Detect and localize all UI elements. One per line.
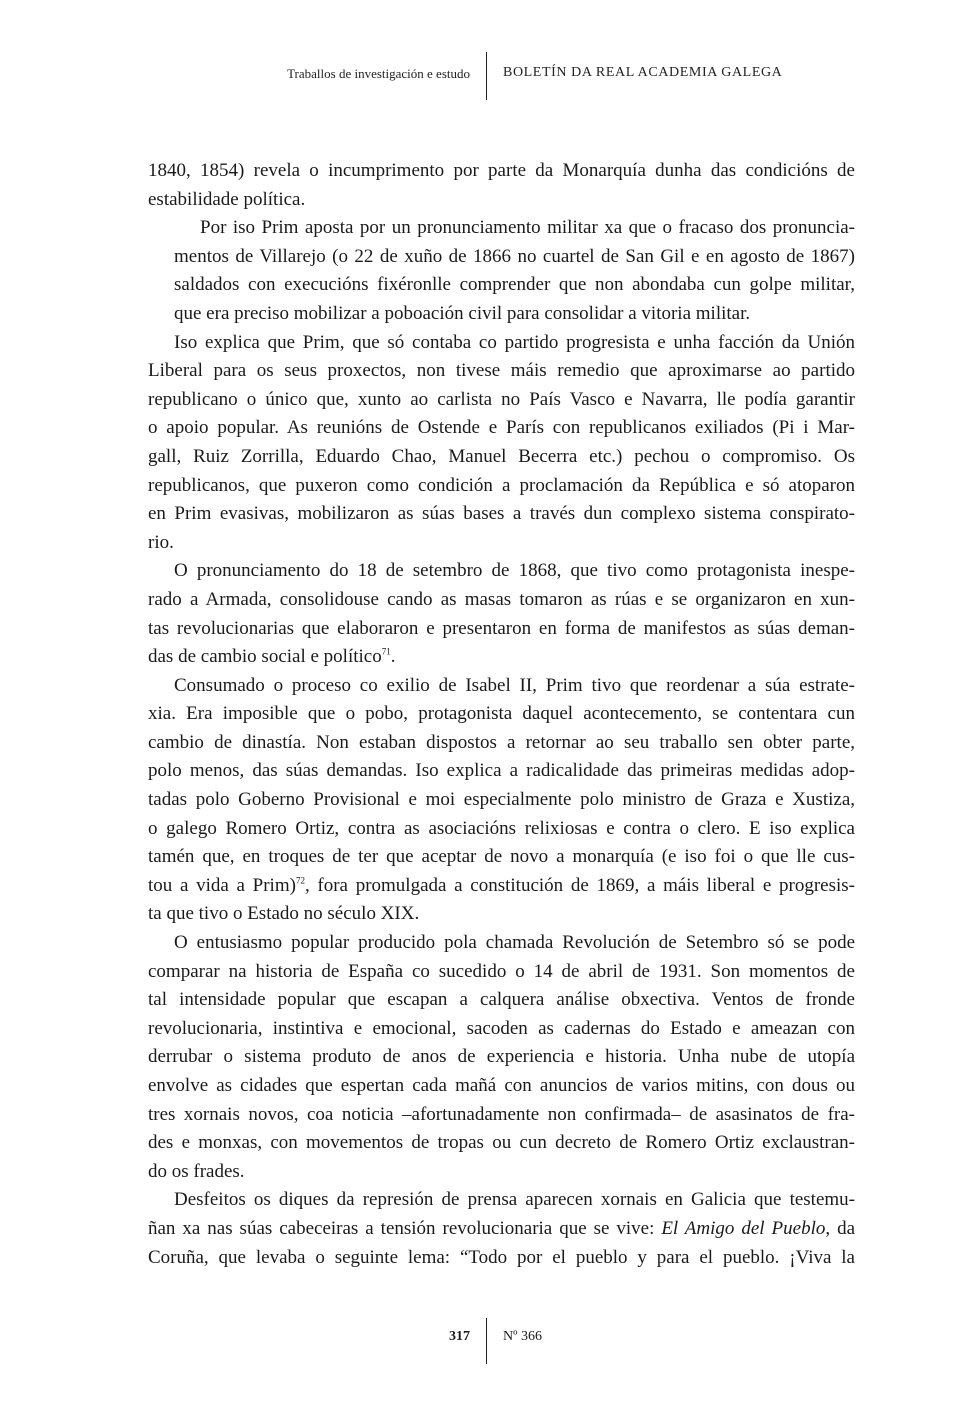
text-line: en Prim evasivas, mobilizaron as súas bases a través dun complexo sistema conspirato- <box>148 503 855 525</box>
text-line: envolve as cidades que espertan cada mañá con anuncios de varios mitins, con dous ou <box>148 1075 855 1096</box>
paragraph-5 <box>148 672 855 929</box>
text-line: 1840, 1854) revela o incumprimento por parte da Monarquía dunha das condicións de <box>148 160 855 181</box>
line-text: . <box>390 646 396 668</box>
text-line: tadas polo Goberno Provisional e moi especialmente polo ministro de Graza e Xustiza, <box>148 789 855 811</box>
text-line: mentos de Villarejo (o 22 de xuño de 1866 no cuartel de San Gil e en agosto de 1867) <box>174 245 855 267</box>
text-line <box>148 1215 855 1244</box>
text-line: O entusiasmo popular producido pola chamada Revolución de Setembro só se pode <box>174 932 855 954</box>
text-line: rio. <box>148 531 174 553</box>
text-line: Iso explica que Prim, que só contaba co partido progresista e unha facción da Unión <box>174 331 855 353</box>
text-line: saldados con execucións fixéronlle comprender que non abondaba cun golpe militar, <box>174 274 855 296</box>
page-number: 317 <box>449 1329 470 1344</box>
text-line: cambio de dinastía. Non estaban dispostos a retornar ao seu traballo sen obter parte, <box>148 731 855 753</box>
text-line: estabilidade política. <box>148 188 306 210</box>
text-line: polo menos, das súas demandas. Iso explica a radicalidade das primeiras medidas adop- <box>148 760 855 782</box>
text-line: revolucionaria, instintiva e emocional, sacoden as cadernas do Estado e ameazan con <box>148 1017 855 1039</box>
text-line: gall, Ruiz Zorrilla, Eduardo Chao, Manuel Becerra etc.) pechou o compromiso. Os <box>148 445 855 467</box>
running-header <box>0 52 975 100</box>
text-line: tamén que, en troques de ter que aceptar de novo a monarquía (e iso foi o que lle cus- <box>148 846 855 868</box>
text-line: des e monxas, con movementos de tropas ou cun decreto de Romero Ortiz exclaustran- <box>148 1132 855 1154</box>
line-text: das de cambio social e político <box>148 646 382 668</box>
text-line: que era preciso mobilizar a poboación civil para consolidar a vitoria militar. <box>174 302 751 324</box>
text-line: tres xornais novos, coa noticia –afortunadamente non confirmada– de asasinatos de fra- <box>148 1103 855 1125</box>
text-line: xia. Era imposible que o pobo, protagonista daquel acontecemento, se contentara cun <box>148 703 855 725</box>
footnote-ref-72[interactable]: 72 <box>295 875 305 886</box>
article-body <box>148 157 855 1272</box>
text-line: ta que tivo o Estado no século XIX. <box>148 903 420 925</box>
footnote-ref-71[interactable]: 71 <box>381 646 391 657</box>
text-line: o apoio popular. As reunións de Ostende e París con republicanos exiliados (Pi i Mar- <box>148 417 855 439</box>
text-line <box>148 872 855 901</box>
paragraph-7 <box>148 1186 855 1272</box>
text-line: tas revolucionarias que elaboraron e presentaron en forma de manifestos as súas deman- <box>148 617 855 639</box>
page-footer <box>0 1318 975 1368</box>
line-text: ñan xa nas súas cabeceiras a tensión revolucionaria que se vive: <box>148 1217 662 1239</box>
paragraph-2 <box>148 214 855 328</box>
issue-number: Nº 366 <box>503 1329 542 1344</box>
text-line: Coruña, que levaba o seguinte lema: “Todo por el pueblo y para el pueblo. ¡Viva la <box>148 1246 855 1268</box>
line-text: , fora promulgada a constitución de 1869, a máis liberal e progresis- <box>304 874 856 896</box>
text-line: rado a Armada, consolidouse cando as masas tomaron as rúas e se organizaron en xun- <box>148 588 855 610</box>
newspaper-title: El Amigo del Pueblo <box>661 1217 826 1239</box>
text-line: republicanos, que puxeron como condición a proclamación da República e só atoparon <box>148 474 855 496</box>
text-line: Por iso Prim aposta por un pronunciamento militar xa que o fracaso dos pronuncia- <box>200 217 855 239</box>
text-line: Liberal para os seus proxectos, non tivese máis remedio que aproximarse ao partido <box>148 360 855 382</box>
text-line: do os frades. <box>148 1160 245 1182</box>
text-line: republicano o único que, xunto ao carlista no País Vasco e Navarra, lle podía garantir <box>148 388 855 410</box>
paragraph-4 <box>148 557 855 671</box>
text-line: Consumado o proceso co exilio de Isabel II, Prim tivo que reordenar a súa estrate- <box>174 674 855 696</box>
journal-title: BOLETÍN DA REAL ACADEMIA GALEGA <box>503 65 783 80</box>
line-text: tou a vida a Prim) <box>148 874 296 896</box>
text-line: o galego Romero Ortiz, contra as asociacións relixiosas e contra o clero. E iso explica <box>148 817 855 839</box>
paragraph-1 <box>148 157 855 214</box>
paragraph-6 <box>148 929 855 1186</box>
text-line: tal intensidade popular que escapan a calquera análise obxectiva. Ventos de fronde <box>148 989 855 1011</box>
footer-divider <box>486 1318 487 1364</box>
header-divider <box>486 52 487 100</box>
text-line: O pronunciamento do 18 de setembro de 1868, que tivo como protagonista inespe- <box>174 560 855 582</box>
text-line: comparar na historia de España co sucedido o 14 de abril de 1931. Son momentos de <box>148 960 855 982</box>
section-title: Traballos de investigación e estudo <box>287 66 470 81</box>
text-line <box>148 643 855 672</box>
text-line: derrubar o sistema produto de anos de experiencia e historia. Unha nube de utopía <box>148 1046 855 1068</box>
paragraph-3 <box>148 329 855 558</box>
text-line: Desfeitos os diques da represión de prensa aparecen xornais en Galicia que testemu- <box>174 1189 855 1211</box>
line-text: , da <box>825 1217 855 1239</box>
